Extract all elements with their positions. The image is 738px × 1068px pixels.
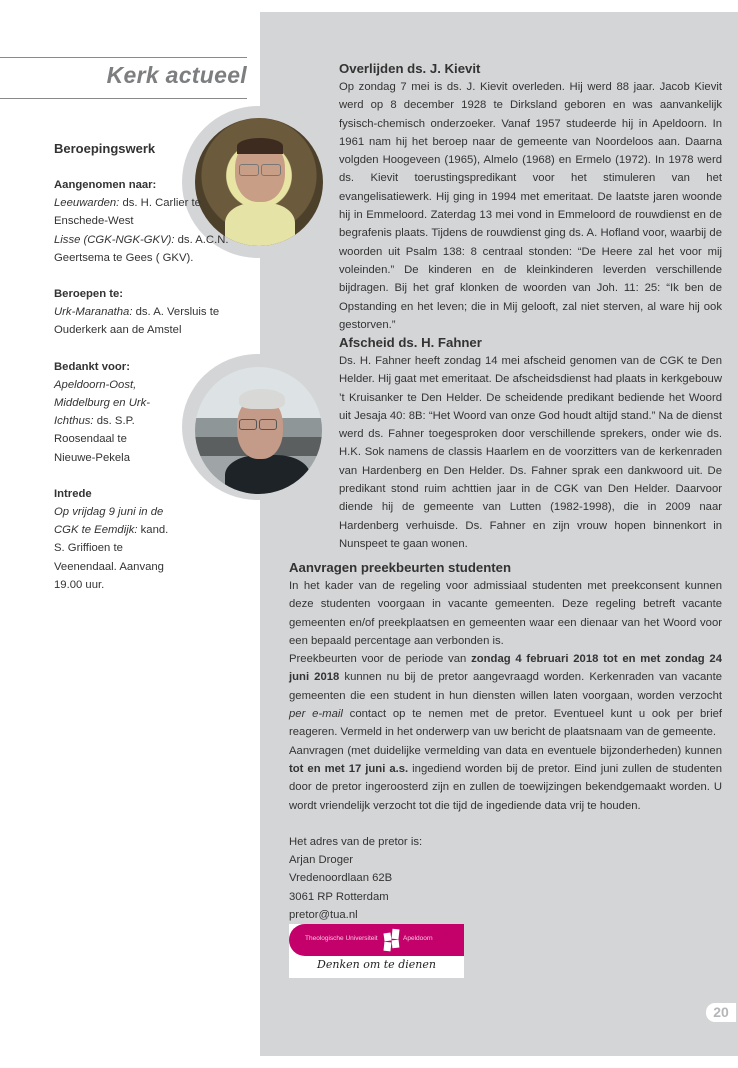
location: Lisse (CGK-NGK-GKV): xyxy=(54,233,175,246)
block-label: Beroepen te: xyxy=(54,288,124,301)
text: contact op te nemen met de pretor. Eventueel kunt u ook per brief reageren. Vermeld in het onderwerp van uw bericht de plaatsnaam van de gemeente. xyxy=(289,708,722,739)
pretor-address xyxy=(289,833,722,924)
block-label: Intrede xyxy=(54,487,92,500)
location: Urk-Maranatha: xyxy=(54,306,133,319)
tua-logo xyxy=(289,924,464,978)
article-body: Ds. H. Fahner heeft zondag 14 mei afscheid genomen van de CGK te Den Helder. Hij gaat met emeritaat. De afscheidsdienst had plaats in kerkgebouw ’t Kruisanker te Den Helder. De scheidende predikant bediende het Woord uit Jesaja 40: 8B: “Het Woord van onze God houdt altijd stand.” Na de dienst werd ds. Fahner toegesproken door verschillende sprekers, onder wie ds. H.K. Sok namens de classis Haarlem en de voorzitters van de kerkenraden van Hardenberg en Den Helder. Ds. Fahner sprak een dankwoord uit. De predikant stond ruim achttien jaar in de CGK van Den Helder. Daarvoor diende hij de gemeente van Lutten (1982-1998), die in 2009 naar Hardenberg verhuisde. Ds. Fahner en zijn vrouw hopen binnenkort in Nunspeet te gaan wonen. xyxy=(339,355,722,550)
text: Aanvragen (met duidelijke vermelding van data en eventuele bijzonderheden) kunnen xyxy=(289,744,722,757)
header-rule-top xyxy=(0,57,247,58)
text: kunnen nu bij de pretor aangevraagd worden. Kerkenraden van vacante gemeenten die een student in hun diensten willen laten voorgaan, worden verzocht xyxy=(289,671,722,702)
address-city: 3061 RP Rotterdam xyxy=(289,890,389,903)
block-label: Aangenomen naar: xyxy=(54,179,157,191)
sidebar-block xyxy=(54,176,229,267)
location: Apeldoorn-Oost, Middelburg en Urk-Ichthus: xyxy=(54,378,151,428)
detail: ds. A. Versluis te Ouderkerk aan de Amstel xyxy=(54,306,220,337)
address-email[interactable]: pretor@tua.nl xyxy=(289,909,358,922)
logo-text-right: Apeldoorn xyxy=(403,935,433,942)
detail: kand. S. Griffioen te Veenendaal. Aanvang 19.00 uur. xyxy=(54,524,169,591)
cross-logo-icon xyxy=(383,927,401,953)
article-body: Op zondag 7 mei is ds. J. Kievit overleden. Hij werd 88 jaar. Jacob Kievit werd op 8 december 1928 te Dirksland geboren en was aanvankelijk fysisch-chemisch onderzoeker. Vanaf 1957 studeerde hij in Apeldoorn. In 1961 nam hij het beroep naar de gemeente van Noordeloos aan. Daarna volgden Hoogeveen (1965), Almelo (1968) en Ermelo (1972). In 1978 werd ds. Kievit toerustingspredikant voor het stimuleren van het evangelisatiewerk. Hij ging in 1994 met emeritaat. De laatste jaren woonde hij in Emmeloord. Zaterdag 13 mei vond in Emmeloord de rouwdienst en de begrafenis plaats. Tijdens de rouwdienst ging ds. A. Hofland voor, waarbij de woorden uit Psalm 138: 8 centraal stonden: “De Heere zal het voor mij voleinden.” De kinderen en de kleinkinderen leverden verschillende bijdragen. Bij het graf klonken de woorden van Joh. 11: 25: “Ik ben de Opstanding en het leven; die in Mij gelooft, zal niet sterven, al ware hij ook gestorven.” xyxy=(339,81,722,331)
deadline: tot en met 17 juni a.s. xyxy=(289,762,409,775)
article-preekbeurten xyxy=(289,559,722,924)
header-rule-bottom xyxy=(0,98,247,99)
article-kievit xyxy=(339,60,722,334)
location: Leeuwarden: xyxy=(54,197,120,210)
page-number: 20 xyxy=(706,1003,736,1022)
address-street: Vredenoordlaan 62B xyxy=(289,872,393,885)
address-intro: Het adres van de pretor is: xyxy=(289,835,423,848)
text: Preekbeurten voor de periode van xyxy=(289,653,472,666)
sidebar-block xyxy=(54,358,166,467)
detail: ds. S.P. Roosendaal te Nieuwe-Pekela xyxy=(54,415,135,464)
sidebar-block xyxy=(54,285,229,340)
beroepingswerk-column xyxy=(54,140,229,612)
article-paragraph xyxy=(289,742,722,815)
article-title: Afscheid ds. H. Fahner xyxy=(339,335,482,350)
article-paragraph xyxy=(289,650,722,741)
article-title: Aanvragen preekbeurten studenten xyxy=(289,560,512,575)
beroepingswerk-heading: Beroepingswerk xyxy=(54,141,156,156)
article-paragraph: In het kader van de regeling voor admissiaal studenten met preekconsent kunnen deze studenten voorgaan in vacante gemeenten. Deze regeling betreft vacante gemeenten en/of preekplaatsen en gemeenten waar een dienaar van het Woord voor een bepaald percentage aan verbonden is. xyxy=(289,580,722,647)
article-fahner xyxy=(339,334,722,553)
detail: ds. A.C.N. Geertsema te Gees ( GKV). xyxy=(54,233,229,264)
location: Op vrijdag 9 juni in de CGK te Eemdijk: xyxy=(54,506,164,537)
block-label: Bedankt voor: xyxy=(54,360,130,373)
detail: ds. H. Carlier te Enschede-West xyxy=(54,197,201,228)
text: ingediend worden bij de pretor. Eind juni zullen de studenten door de pretor ingeroosterd zijn en zullen de toewijzingen bekendgemaakt worden. U wordt vriendelijk verzocht tot die tijd de ingediende data vrij te houden. xyxy=(289,762,722,812)
sidebar-block xyxy=(54,485,174,594)
address-name: Arjan Droger xyxy=(289,854,354,867)
section-title: Kerk actueel xyxy=(106,62,247,88)
logo-text-left: Theologische Universiteit xyxy=(305,935,378,942)
text-italic: per e-mail xyxy=(289,708,343,721)
article-title: Overlijden ds. J. Kievit xyxy=(339,61,481,76)
period-dates: zondag 4 februari 2018 tot en met zondag 24 juni 2018 xyxy=(289,653,722,684)
logo-slogan: Denken om te dienen xyxy=(317,958,436,971)
